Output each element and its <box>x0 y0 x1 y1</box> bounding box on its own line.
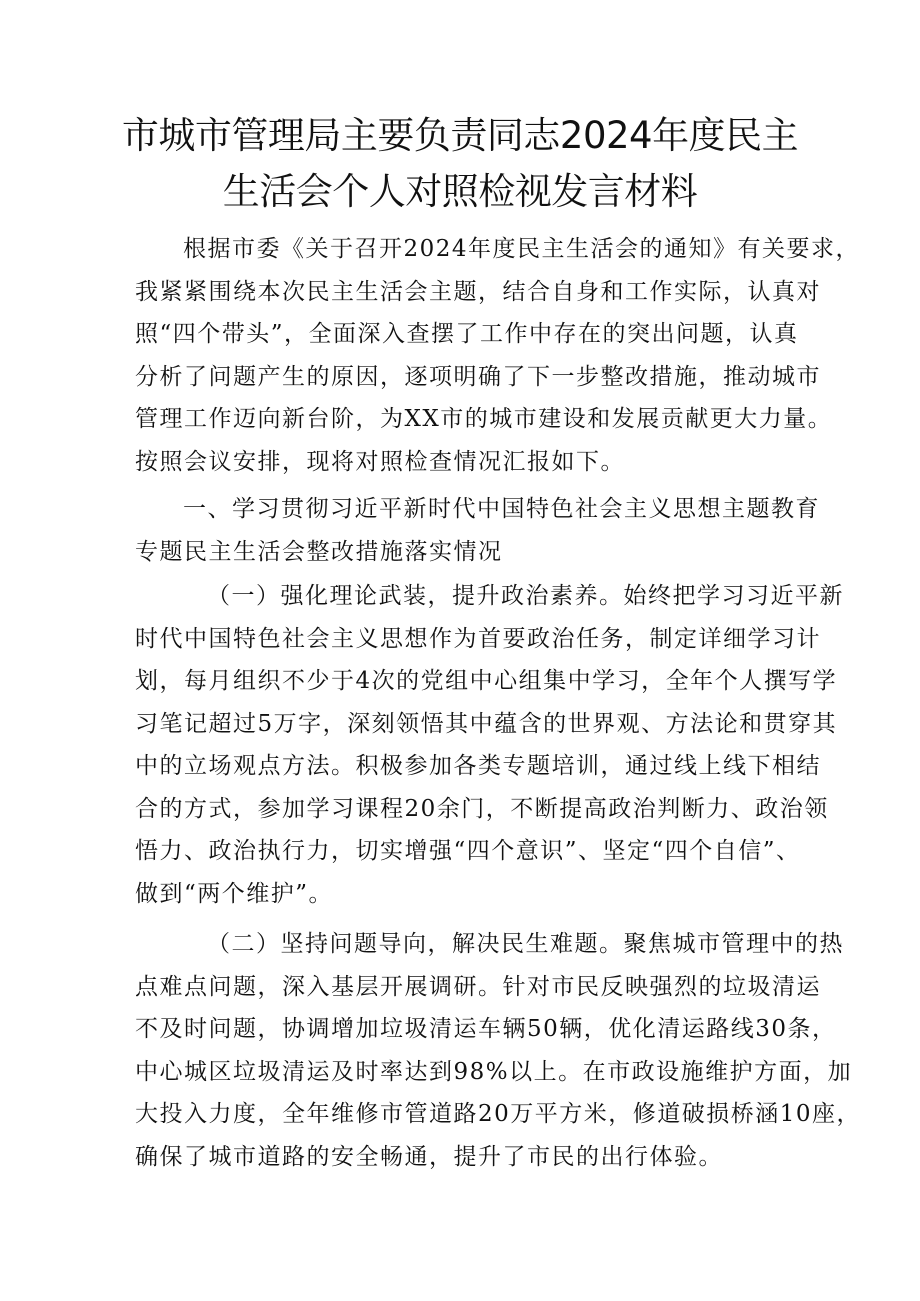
intro-line: 按照会议安排，现将对照检查情况汇报如下。 <box>135 448 625 475</box>
intro-paragraph <box>135 228 861 483</box>
paragraph-line: （二）坚持问题导向，解决民生难题。聚焦城市管理中的热 <box>207 931 844 957</box>
paragraph-line: 中的立场观点方法。积极参加各类专题培训，通过线上线下相结 <box>135 753 821 779</box>
paragraph-line: 不及时问题，协调增加垃圾清运车辆50辆，优化清运路线30条， <box>135 1016 837 1042</box>
section-heading-line: 一、学习贯彻习近平新时代中国特色社会主义思想主题教育 <box>183 496 820 522</box>
intro-line: 根据市委《关于召开2024年度民主生活会的通知》有关要求， <box>183 236 861 262</box>
paragraph-line: 划，每月组织不少于4次的党组中心组集中学习，全年个人撰写学 <box>135 668 838 694</box>
intro-line: 分析了问题产生的原因，逐项明确了下一步整改措施，推动城市 <box>135 363 821 390</box>
paragraph-line: 习笔记超过5万字，深刻领悟其中蕴含的世界观、方法论和贯穿其 <box>135 710 838 737</box>
paragraph-line: 时代中国特色社会主义思想作为首要政治任务，制定详细学习计 <box>135 625 821 652</box>
title-line-1: 市城市管理局主要负责同志2024年度民主 <box>121 114 799 157</box>
paragraph-2 <box>135 923 862 1178</box>
paragraph-line: 中心城区垃圾清运及时率达到98%以上。在市政设施维护方面，加 <box>135 1058 853 1085</box>
paragraph-line: 点难点问题，深入基层开展调研。针对市民反映强烈的垃圾清运 <box>135 973 821 1000</box>
section-heading-line: 专题民主生活会整改措施落实情况 <box>135 538 503 565</box>
paragraph-line: 做到“两个维护”。 <box>135 880 334 907</box>
paragraph-line: 合的方式，参加学习课程20余门，不断提高政治判断力、政治领 <box>135 795 829 822</box>
paragraph-line: 悟力、政治执行力，切实增强“四个意识”、坚定“四个自信”、 <box>135 838 801 864</box>
paragraph-line: （一）强化理论武装，提升政治素养。始终把学习习近平新 <box>207 583 844 609</box>
paragraph-line: 确保了城市道路的安全畅通，提升了市民的出行体验。 <box>135 1143 723 1170</box>
intro-line: 照“四个带头”，全面深入查摆了工作中存在的突出问题，认真 <box>135 321 799 347</box>
intro-line: 管理工作迈向新台阶，为XX市的城市建设和发展贡献更大力量。 <box>135 406 833 432</box>
paragraph-1 <box>135 575 844 915</box>
title-line-2: 生活会个人对照检视发言材料 <box>222 170 698 213</box>
intro-line: 我紧紧围绕本次民主生活会主题，结合自身和工作实际，认真对 <box>135 278 821 305</box>
document-title <box>120 108 800 220</box>
paragraph-line: 大投入力度，全年维修市管道路20万平方米，修道破损桥涵10座， <box>135 1101 862 1127</box>
section-heading-1 <box>135 488 820 573</box>
